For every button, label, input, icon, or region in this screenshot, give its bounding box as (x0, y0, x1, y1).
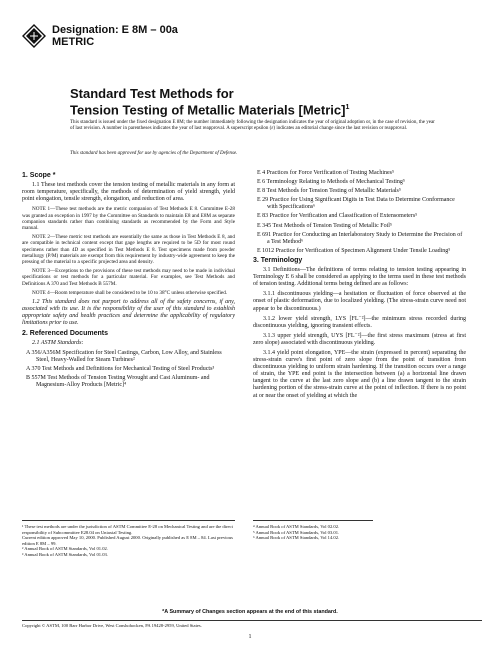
scope-1-1: 1.1 These test methods cover the tension testing of metallic materials in any form at room temperature, specifically, the methods of determination of yield strength, yield point elongation, tensile strength, elongation, and reduction of area. (22, 182, 235, 203)
note-1: NOTE 1—These test methods are the metric companion of Test Methods E 8. Committee E-28 was granted an exception in 1997 by the Committee on Standards to maintain E8 and E8M as separate companion standards rather than combining standards as recommended by the Form and Style manual. (22, 206, 235, 231)
terminology-3-1-1: 3.1.1 discontinuous yielding—a hesitation or fluctuation of force observed at the onset of plastic deformation, due to localized yielding. (The stress-strain curve need not appear to be discontinuous.) (253, 291, 466, 312)
note-2: NOTE 2—These metric test methods are essentially the same as those in Test Methods E 8, and are compatible in technical content except that gage lengths are required to be 5D for most round specimens rather than 4D as specified in Test Methods E 8. Test specimens made from powder metallurgy (P/M) materials are exempt from this requirement by industry-wide agreement to keep the pressing of the material to a specific projected area and density. (22, 234, 235, 265)
footnotes-right (253, 520, 373, 541)
references-heading: 2. Referenced Documents (22, 330, 108, 338)
issued-note: This standard is issued under the fixed designation E 8M; the number immediately following the designation indicates the year of original adoption or, in the case of revision, the year of last revision. A number in parentheses indicates the year of last reapproval. A superscript epsilon (ε) indicates an editorial change since the last revision or reapproval. (70, 120, 435, 132)
reference-item: A 370 Test Methods and Definitions for Mechanical Testing of Steel Products³ (26, 365, 215, 372)
terminology-3-1-4: 3.1.4 yield point elongation, YPE—the strain (expressed in percent) separating the stress-strain curve's first point of zero slope from the point of transition from discontinuous yielding to uniform strain hardening. If the transition occurs over a range of strain, the YPE end point is the intersection between (a) a horizontal line drawn tangent to the curve at the last zero slope and (b) a line drawn tangent to the strain hardening portion of the stress-strain curve at the point of inflection. If there is no point at or near the onset of yielding at which the (253, 349, 466, 399)
reference-item: E 8 Test Methods for Tension Testing of Metallic Materials⁵ (257, 188, 401, 195)
page-number: 1 (248, 634, 252, 640)
reference-item: E 1012 Practice for Verification of Specimen Alignment Under Tensile Loading⁵ (257, 247, 451, 254)
scope-heading: 1. Scope * (22, 172, 56, 179)
reference-item: E 691 Practice for Conducting an Interlaboratory Study to Determine the Precision of a Test Method⁶ (257, 231, 463, 245)
metric-label: METRIC (52, 36, 95, 48)
footnote: ¹ These test methods are under the jurisdiction of ASTM Committee E-28 on Mechanical Testing and are the direct responsibility of Subcommittee E28.04 on Uniaxial Testing. (22, 524, 233, 535)
reference-item: A 356/A356M Specification for Steel Castings, Carbon, Low Alloy, and Stainless Steel, Heavy-Walled for Steam Turbines² (26, 349, 222, 363)
title-footnote-marker: 1 (345, 104, 350, 111)
summary-of-changes-note: *A Summary of Changes section appears at the end of this standard. (162, 609, 338, 615)
left-column (22, 170, 235, 391)
footnotes-left (22, 520, 235, 558)
footnote: ³ Annual Book of ASTM Standards, Vol 01.03. (22, 551, 108, 557)
reference-item: E 345 Test Methods of Tension Testing of Metallic Foil⁵ (257, 222, 392, 229)
terminology-3-1-2: 3.1.2 lower yield strength, LYS [FL⁻²]—the minimum stress recorded during discontinuous yielding, ignoring transient effects. (253, 315, 466, 329)
terminology-3-1: 3.1 Definitions—The definitions of terms relating to tension testing appearing in Terminology E 6 shall be considered as applying to the terms used in these test methods of tension testing. Additional terms being defined are as follows: (253, 267, 466, 288)
copyright-notice: Copyright © ASTM, 100 Barr Harbor Drive, West Conshohocken, PA 19428-2959, United States. (22, 620, 482, 628)
reference-item: E 29 Practice for Using Significant Digits in Test Data to Determine Conformance with Specifications⁶ (257, 197, 455, 211)
reference-item: E 4 Practices for Force Verification of Testing Machines⁵ (257, 170, 395, 176)
title-line-2: Tension Testing of Metallic Materials [Metric] (70, 102, 346, 118)
designation-block (52, 24, 178, 48)
note-3: NOTE 3—Exceptions to the provisions of these test methods may need to be made in individual specifications or test methods for a particular material. For examples, see Test Methods and Definitions A 370 and Test Methods B 557M. (22, 268, 235, 287)
reference-item: B 557M Test Methods of Tension Testing Wrought and Cast Aluminum- and Magnesium-Alloy Products [Metric]⁴ (26, 374, 210, 388)
footnote: Current edition approved May 10, 2000. Published August 2000. Originally published as E 8M – 84. Last previous edition E 8M – 99. (22, 535, 233, 546)
terminology-heading: 3. Terminology (253, 256, 303, 264)
references-subheading: 2.1 ASTM Standards: (32, 340, 84, 347)
approved-note: This standard has been approved for use by agencies of the Department of Defense. (70, 151, 238, 156)
right-column (253, 170, 466, 403)
footnote: ² Annual Book of ASTM Standards, Vol 01.02. (22, 546, 108, 552)
terminology-3-1-3: 3.1.3 upper yield strength, UYS [FL⁻²]—the first stress maximum (stress at first zero slope) associated with discontinuous yielding. (253, 332, 466, 346)
footnote: ⁵ Annual Book of ASTM Standards, Vol 03.01. (253, 529, 340, 535)
astm-logo-icon (22, 24, 46, 48)
document-title (70, 87, 450, 117)
title-line-1: Standard Test Methods for (70, 86, 234, 101)
scope-1-2: 1.2 This standard does not purport to address all of the safety concerns, if any, associated with its use. It is the responsibility of the user of this standard to establish appropriate safety and health practices and determine the applicability of regulatory limitations prior to use. (22, 299, 235, 327)
note-4: NOTE 4—Room temperature shall be considered to be 10 to 38°C unless otherwise specified. (32, 289, 228, 296)
footnote: ⁴ Annual Book of ASTM Standards, Vol 02.02. (253, 524, 340, 529)
reference-item: E 6 Terminology Relating to Methods of Mechanical Testing⁵ (257, 179, 406, 186)
designation: Designation: E 8M – 00a (52, 24, 178, 36)
footnote: ⁶ Annual Book of ASTM Standards, Vol 14.02. (253, 535, 340, 541)
reference-item: E 83 Practice for Verification and Classification of Extensometers⁵ (257, 213, 418, 220)
